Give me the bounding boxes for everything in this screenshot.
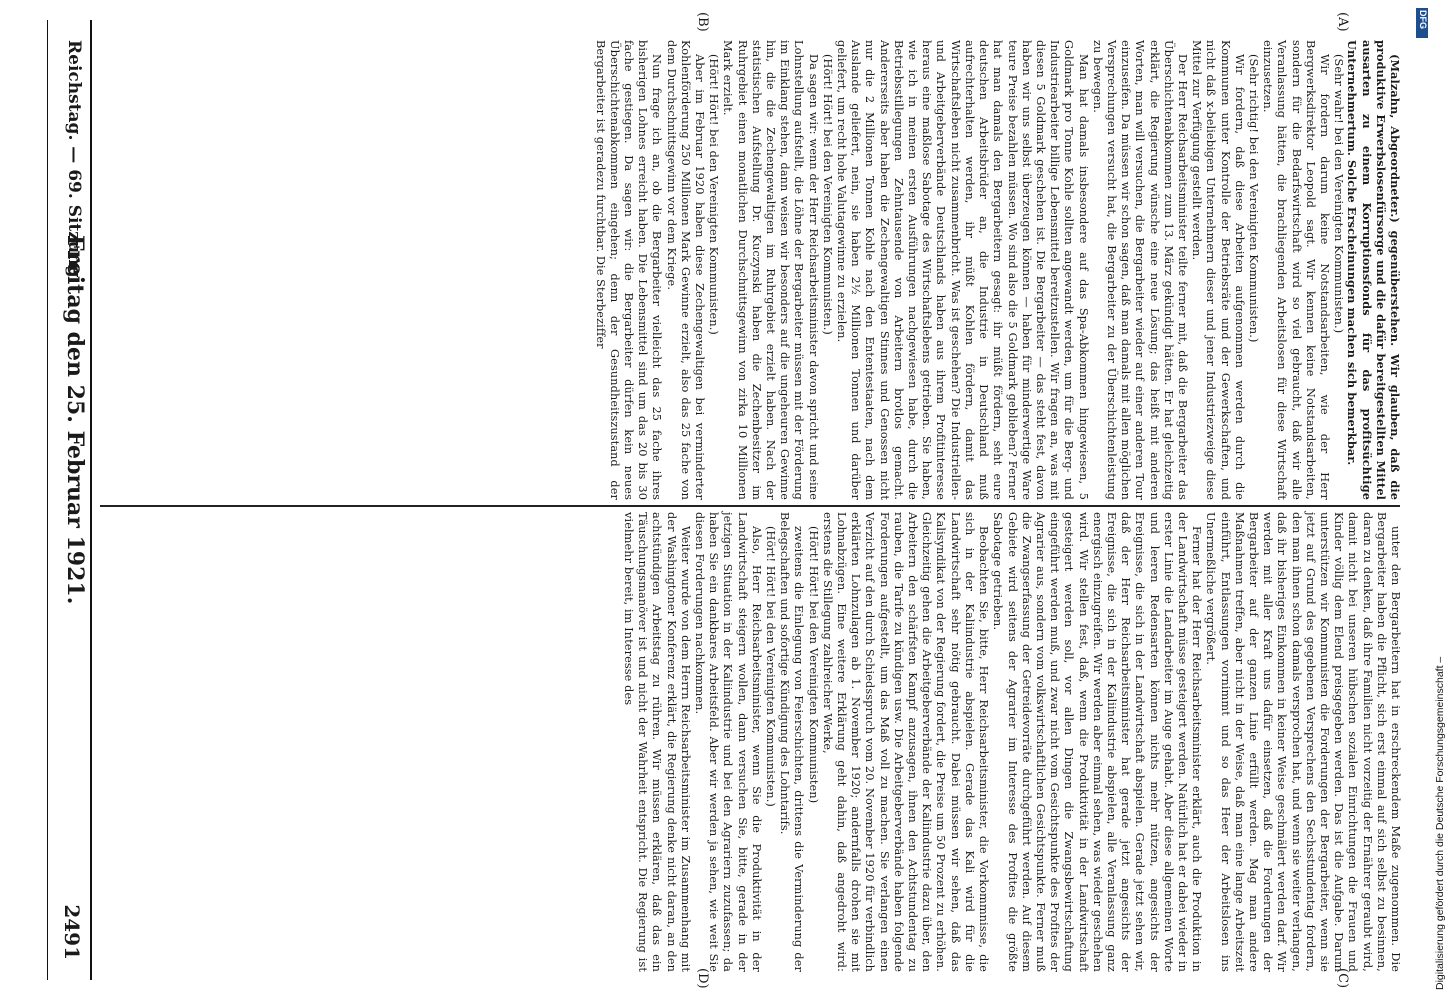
digitization-note: Digitalisierung gefördert durch die Deutsche Forschungsgemeinschaft –: [1434, 656, 1446, 990]
header-left: Reichstag. — 69. Sitzung.: [64, 40, 84, 284]
paragraph: Weiter wurde von dem Herrn Reichsarbeitsminister im Zusammenhang mit der Washingtoner Konferenz erklärt, die Regierung denke nicht daran, an den achtstündigen Arbeitstag zu rühren. Wir müssen erklären, daß das ein Täuschungsmanöver ist und nicht der Wahrheit entspricht. Die Regierung ist vielmehr bereit, im Interesse des: [622, 512, 692, 972]
page-header: [48, 0, 88, 1000]
header-rule-top: [90, 20, 92, 980]
page-number: 2491: [60, 904, 84, 960]
paragraph: zweitens die Einlegung von Feierschichten, drittens die Verminderung der Belegschaften und sofortige Kündigung des Lohntarifs.: [778, 512, 806, 972]
paragraph: Da sagen wir: wenn der Herr Reichsarbeitsminister davon spricht und seine Lohnstellung aufstellt, die Löhne der Bergarbeiter müssen mit der Förderung im Einklang stehen, dann weisen wir besonders auf die ungeheuren Gewinne hin, die die Zechengewaltigen im Ruhrgebiet erzielt haben. Nach der statistischen Aufstellung Dr. Kuczynski haben die Zechenbesitzer im Ruhrgebiet einen monatlichen Durchschnittsgewinn von zirka 10 Millionen Mark erzielt.: [721, 40, 820, 500]
paragraph: Nun frage ich an, ob die Bergarbeiter vielleicht das 25 fache ihres bisherigen Lohnes erreicht haben. Die Lebensmittel sind um das 20 bis 30 fache gestiegen. Da sagen wir: die Bergarbeiter dürfen kein neues Überschichtenabkommen eingehen; denn der Gesundheitszustand der Bergarbeiter ist geradezu furchtbar. Die Sterbeziffer: [593, 40, 664, 500]
margin-mark-d: (D): [695, 968, 710, 989]
margin-mark-c: (C): [1335, 968, 1350, 989]
column-divider: [100, 505, 1400, 507]
left-column: [100, 40, 1402, 500]
interjection: (Hört! Hört! bei den Vereinigten Kommunisten): [806, 526, 820, 804]
margin-mark-a: (A): [1335, 12, 1350, 32]
header-date: Freitag den 25. Februar 1921.: [62, 235, 88, 605]
paragraph: Ferner hat der Herr Reichsarbeitsminister erklärt, auch die Produktion in der Landwirtschaft müsse gesteigert werden. Natürlich hat er dabei wieder in erster Linie die Landarbeiter im Auge gehabt. Aber diese allgemeinen Worte und leeren Redensarten können nichts mehr nützen, angesichts der Ereignisse, die sich in der Landwirtschaft abspielen. Gerade jetzt sehen wir, daß der Herr Reichsarbeitsminister hat gerade jetzt angesichts der Ereignisse, die sich in der Kaliindustrie abspielen, alle Veranlassung ganz energisch einzugreifen. Wir werden aber einmal sehen, was wieder geschehen wird. Wir stellen fest, daß, wenn die Produktivität in der Landwirtschaft gesteigert werden soll, vor allen Dingen die Zwangsbewirtschaftung eingeführt werden muß, und zwar nicht vom Gesichtspunkte des Profites der Agrarier aus, sondern vom volkswirtschaftlichen Gesichtspunkte. Ferner muß die Zwangserfassung der Getreidevorräte durchgeführt werden. Auf diesem Gebiete wird seitens der Agrarier im Interesse des Profites die größte Sabotage getrieben.: [991, 512, 1204, 972]
interjection: (Hört! Hört! bei den Vereinigten Kommunisten.): [707, 54, 721, 335]
interjection: (Sehr richtig! bei den Vereinigten Kommunisten.): [1246, 54, 1260, 343]
header-rule-bottom: [47, 20, 48, 980]
paragraph: Wir fordern, daß diese Arbeiten aufgenommen werden durch die Kommunen unter Kontrolle der Betriebsräte und der Gewerkschaften, und nicht daß x-beliebigen Unternehmern dieser und jener Industriezweige diese Mittel zur Verfügung gestellt werden.: [1190, 40, 1246, 500]
interjection: (Hört! Hört! bei den Vereinigten Kommunisten.): [764, 526, 778, 807]
interjection: (Hört! Hört! bei den Vereinigten Kommunisten.): [820, 54, 834, 335]
paragraph: unter den Bergarbeitern hat in erschreckendem Maße zugenommen. Die Bergarbeiter haben die Pflicht, sich erst einmal auf sich selbst zu besinnen, daran zu denken, daß ihre Familien nicht vorzeitig der Ernährer geraubt wird, damit nicht bei unseren hübschen sozialen Einrichtungen die Frauen und Kinder völlig dem Elend preisgegeben werden. Das ist die Aufgabe. Darum unterstützen wir Kommunisten die Forderungen der Bergarbeiter, wenn sie jetzt auf Grund des gegebenen Versprechens den Sechsstundentag fordern, den man ihnen schon damals versprochen hat, und wenn sie weiter verlangen, daß ihr bisheriges Einkommen in keiner Weise geschmälert werden darf. Wir werden mit aller Kraft uns dafür einsetzen, daß die Forderungen der Bergarbeiter auf der ganzen Linie erfüllt werden. Mag man andere Maßnahmen treffen, aber nicht in der Weise, daß man eine lange Arbeitszeit einführt, Entlassungen vornimmt und so das Heer der Arbeitslosen ins Unermeßliche vergrößert.: [1204, 512, 1402, 972]
paragraph: (Malzahn, Abgeordneter.) gegenüberstehen. Wir glauben, daß die produktive Erwerbslosenfürsorge und die dafür bereitgestellten Mittel ausarten zu einem Korruptionsfonds für das profitsüchtige Unternehmertum. Solche Erscheinungen machen sich bemerkbar.: [1345, 40, 1402, 500]
interjection: (Sehr wahr! bei den Vereinigten Kommunisten.): [1332, 54, 1346, 334]
paragraph: Also, Herr Reichsarbeitsminister, wenn Sie die Produktivität in der Landwirtschaft steigern wollen, dann versuchen Sie, bitte, gerade in der jetzigen Situation in der Kaliindustrie und bei den Agrariern zuzufassen; da haben Sie ein dankbares Arbeitsfeld. Aber wir werden ja sehen, wie weit Sie diesen Forderungen nachkommen.: [693, 512, 763, 972]
right-column: [100, 512, 1402, 972]
paragraph: Man hat damals insbesondere auf das Spa-Abkommen hingewiesen, 5 Goldmark pro Tonne Kohle sollten angewandt werden, um für die Berg- und Industriearbeiter billige Lebensmittel bereitzustellen. Wir fragen an, was mit diesen 5 Goldmark geschehen ist. Die Bergarbeiter — das steht fest, davon haben wir uns selbst überzeugen können — haben für minderwertige Ware teure Preise bezahlen müssen. Wo sind also die 5 Goldmark geblieben? Ferner hat man damals den Bergarbeitern gesagt: ihr müßt fördern, seht eure deutschen Arbeitsbrüder an, die Industrie in Deutschland muß aufrechterhalten werden, ihr müßt Kohlen fördern, damit das Wirtschaftsleben nicht zusammenbricht. Was ist geschehen? Die Industriellen- und Arbeitgeberverbände Deutschlands haben aus ihrem Profitinteresse heraus eine maßlose Sabotage des Wirtschaftslebens getrieben. Sie haben, wie ich in meinen ersten Ausführungen nachgewiesen habe, durch die Betriebsstillegungen Zehntausende von Arbeitern brotlos gemacht. Andererseits aber haben die Zechengewaltigen Stinnes und Genossen nicht nur die 2 Millionen Tonnen Kohle nach den Ententestaaten, nach dem Auslande geliefert, nein, sie haben 2½ Millionen Tonnen und darüber geliefert, um recht hohe Valutagewinne zu erzielen.: [835, 40, 1090, 500]
paragraph: Beobachten Sie, bitte, Herr Reichsarbeitsminister, die Vorkommnisse, die sich in der Kaliindustrie abspielen. Gerade das Kali wird für die Landwirtschaft sehr nötig gebraucht. Dabei müssen wir sehen, daß das Kalisyndikat von der Regierung fordert, die Preise um 50 Prozent zu erhöhen. Gleichzeitig gehen die Arbeitgeberverbände der Kaliindustrie dazu über, den Arbeitern den schärfsten Kampf anzusagen, ihnen den Achtstundentag zu rauben, die Tarife zu kündigen usw. Die Arbeitgeberverbände haben folgende Forderungen aufgestellt, um das Maß voll zu machen. Sie verlangen einen Verzicht auf den durch Schiedsspruch vom 20. November 1920 für verbindlich erklärten Lohnzulagen ab 1. November 1920; andernfalls drohen sie mit Lohnabzügen. Eine weitere Erklärung geht dahin, daß angedroht wird: erstens die Stillegung zahlreicher Werke,: [820, 512, 991, 972]
paragraph: Aber im Februar 1920 haben diese Zechengewaltigen bei verminderter Kohlenförderung 250 Millionen Mark Gewinne erzielt, also das 25 fache von dem Durchschnittsgewinn vor dem Kriege.: [664, 40, 707, 500]
margin-mark-b: (B): [695, 12, 710, 32]
digitization-sidebar: [1410, 0, 1446, 1000]
paragraph: Der Herr Reichsarbeitsminister teilte ferner mit, daß die Bergarbeiter das Überschichtenabkommen zum 13. März gekündigt hätten. Er hat gleichzeitig erklärt, die Regierung wünsche eine neue Lösung; das heißt mit anderen Worten, man will versuchen, die Bergarbeiter wieder auf einer anderen Tour einzuseifen. Da müssen wir schon sagen, daß man damals mit allen möglichen Versprechungen versucht hat, die Bergarbeiter zu der Überschichtenleistung zu bewegen.: [1090, 40, 1189, 500]
dfg-logo: DFG: [1416, 8, 1428, 38]
paragraph: Wir fordern darum keine Notstandsarbeiten, wie der Herr Bergwerksdirektor Leopold sagt. Wir kennen keine Notstandsarbeiten, sondern für die Bedarfswirtschaft wird so viel gebraucht, daß wir alle Veranlassung hätten, die brachliegenden Arbeitslosen für diese Wirtschaft einzusetzen.: [1261, 40, 1331, 500]
